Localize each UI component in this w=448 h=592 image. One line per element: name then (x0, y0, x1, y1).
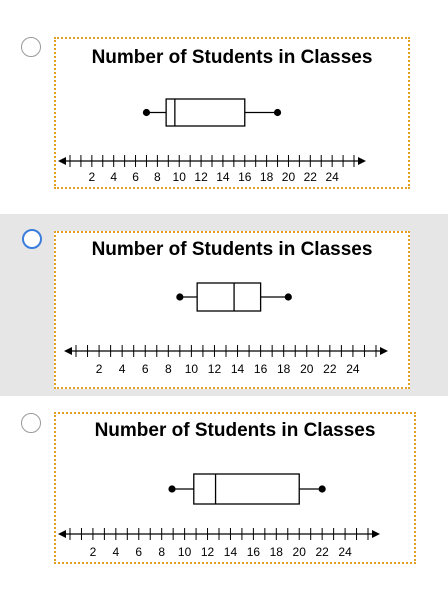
tick-label: 24 (338, 545, 352, 559)
tick-label: 2 (95, 362, 103, 376)
tick-label: 12 (194, 170, 208, 184)
min-point (168, 485, 175, 492)
answer-option-a[interactable] (0, 24, 448, 204)
tick-label: 14 (216, 170, 230, 184)
tick-label: 4 (112, 545, 120, 559)
radio-button-a[interactable] (21, 37, 41, 57)
tick-label: 2 (88, 170, 96, 184)
tick-label: 10 (172, 170, 186, 184)
tick-label: 10 (184, 362, 199, 376)
axis-arrow-right (380, 347, 388, 355)
box-plot-b (56, 273, 408, 381)
tick-label: 14 (223, 545, 238, 559)
tick-label: 12 (200, 545, 215, 559)
tick-label: 4 (118, 362, 126, 376)
tick-label: 22 (323, 362, 337, 376)
tick-label: 20 (292, 545, 306, 559)
tick-label: 8 (158, 545, 166, 559)
answer-option-b[interactable] (0, 214, 448, 396)
chart-card-a (54, 37, 410, 189)
tick-label: 22 (303, 170, 317, 184)
chart-title-a: Number of Students in Classes (91, 47, 373, 68)
axis-arrow-left (58, 157, 66, 165)
tick-label: 18 (269, 545, 283, 559)
tick-label: 22 (315, 545, 329, 559)
tick-label: 14 (230, 362, 245, 376)
tick-label: 16 (246, 545, 261, 559)
axis-arrow-right (358, 157, 366, 165)
answer-option-c[interactable] (0, 400, 448, 580)
box-iqr (166, 99, 245, 126)
axis-arrow-left (64, 347, 72, 355)
tick-label: 16 (238, 170, 252, 184)
chart-title-c: Number of Students in Classes (94, 420, 376, 441)
axis-arrow-left (58, 530, 66, 538)
min-point (176, 293, 183, 300)
tick-label: 4 (110, 170, 118, 184)
axis-arrow-right (372, 530, 380, 538)
tick-label: 6 (132, 170, 139, 184)
tick-label: 24 (325, 170, 339, 184)
tick-label: 20 (300, 362, 314, 376)
tick-label: 20 (281, 170, 296, 184)
tick-label: 18 (259, 170, 274, 184)
tick-label: 18 (277, 362, 291, 376)
tick-label: 10 (177, 545, 192, 559)
tick-label: 6 (135, 545, 143, 559)
tick-label: 6 (141, 362, 149, 376)
chart-card-c (54, 412, 416, 564)
tick-label: 2 (89, 545, 97, 559)
min-point (143, 109, 150, 116)
box-plot-a (56, 79, 408, 185)
box-plot-c (56, 454, 414, 564)
chart-card-b (54, 231, 410, 389)
box-iqr (197, 283, 260, 311)
max-point (285, 293, 292, 300)
max-point (319, 485, 326, 492)
tick-label: 8 (164, 362, 172, 376)
box-iqr (194, 474, 299, 504)
max-point (274, 109, 281, 116)
tick-label: 12 (207, 362, 222, 376)
tick-label: 8 (154, 170, 161, 184)
radio-button-c[interactable] (21, 413, 41, 433)
tick-label: 16 (253, 362, 268, 376)
radio-button-b[interactable] (22, 229, 42, 249)
tick-label: 24 (346, 362, 360, 376)
chart-title-b: Number of Students in Classes (91, 239, 373, 260)
